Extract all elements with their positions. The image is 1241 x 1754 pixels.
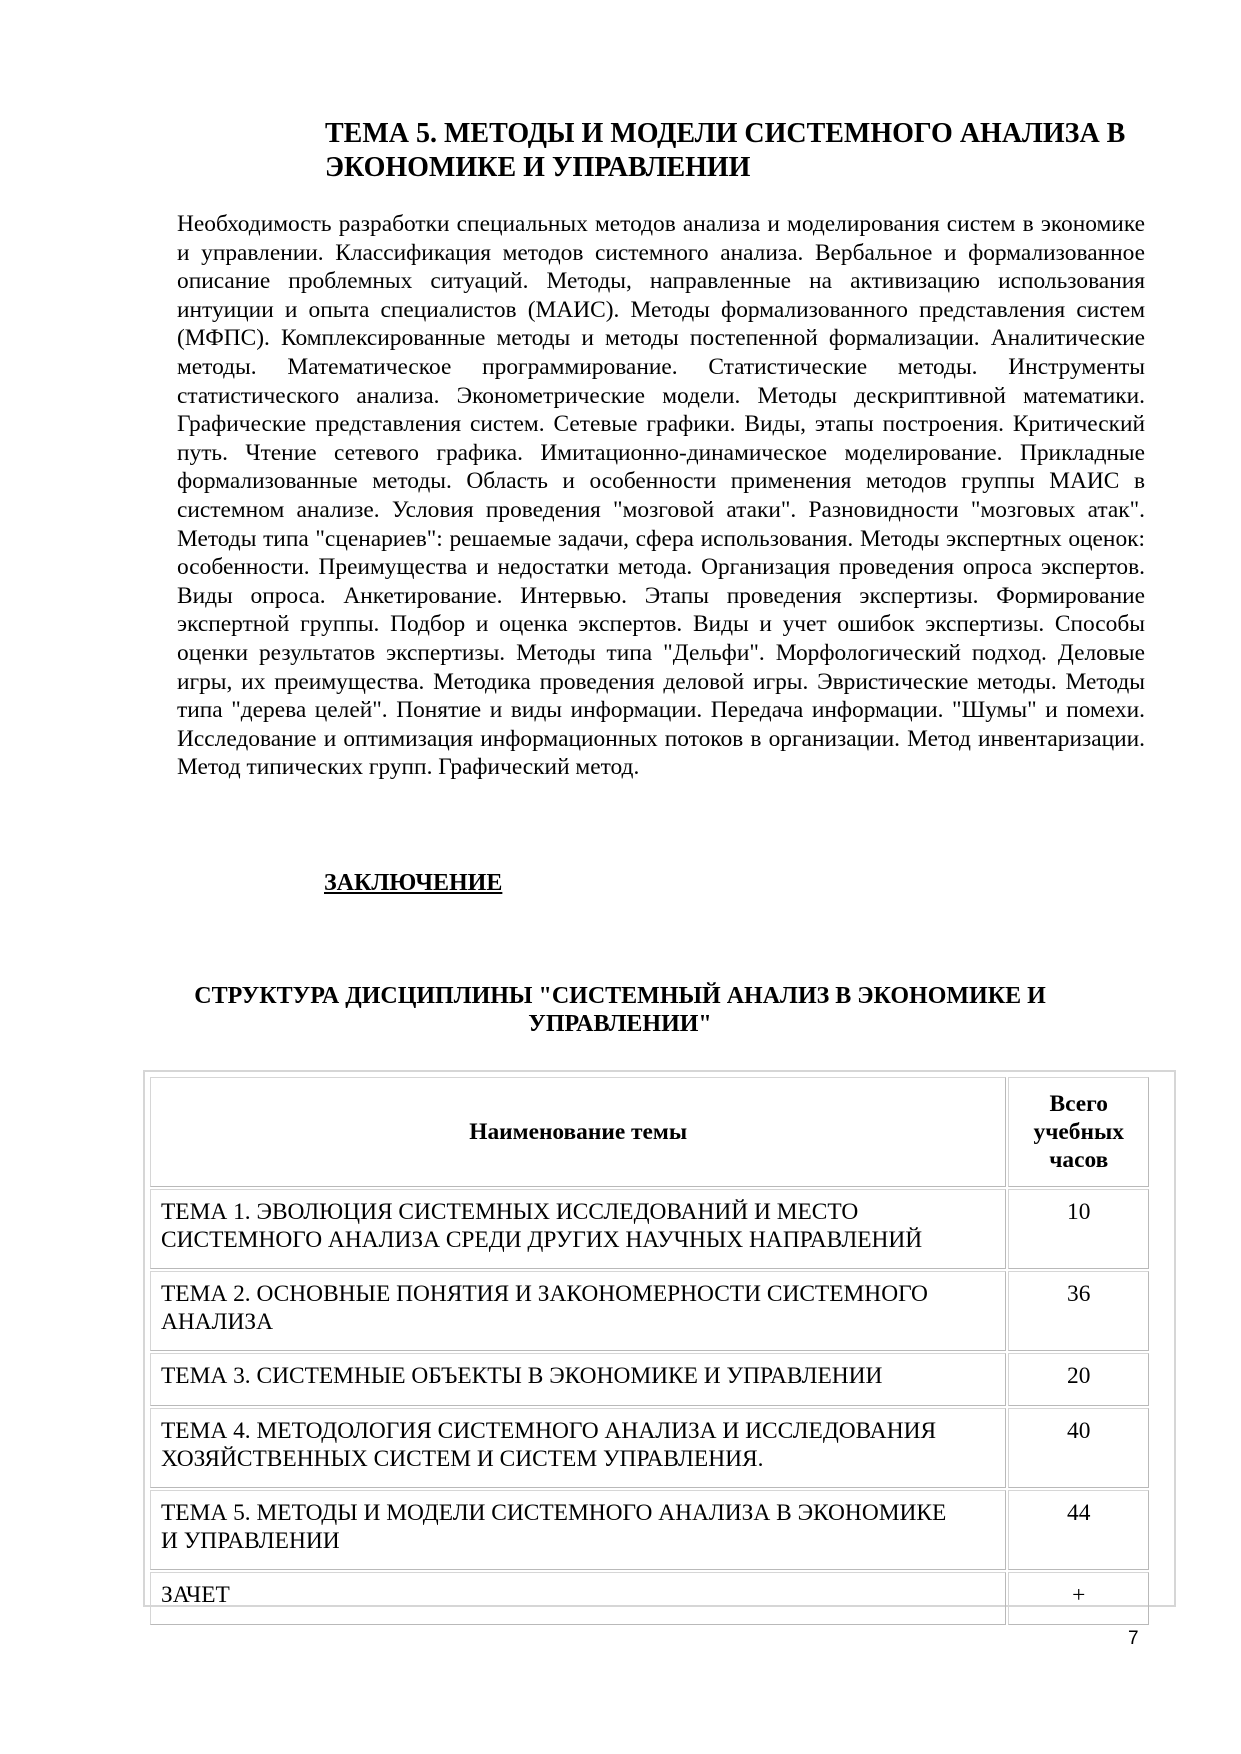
topic-name-line: ЗАЧЕТ [161,1582,230,1608]
structure-title-line: СТРУКТУРА ДИСЦИПЛИНЫ "СИСТЕМНЫЙ АНАЛИЗ В ЭКОНОМИКЕ И [194,983,1046,1009]
topic-name-line: ТЕМА 2. ОСНОВНЫЕ ПОНЯТИЯ И ЗАКОНОМЕРНОСТИ СИСТЕМНОГО [161,1281,928,1307]
topic-name-line: ТЕМА 5. МЕТОДЫ И МОДЕЛИ СИСТЕМНОГО АНАЛИЗА В ЭКОНОМИКЕ [161,1500,947,1526]
topic-hours-cell: + [1008,1572,1149,1625]
header-hours-line: часов [1049,1147,1109,1173]
topic-name-cell [150,1572,1006,1625]
table-row [150,1271,1149,1351]
table-row [150,1408,1149,1488]
table-row [150,1353,1149,1406]
topic-name-cell [150,1490,1006,1570]
header-hours-line: Всего [1049,1091,1108,1117]
table-row [150,1189,1149,1269]
topic-name-line: ТЕМА 4. МЕТОДОЛОГИЯ СИСТЕМНОГО АНАЛИЗА И ИССЛЕДОВАНИЯ [161,1418,937,1444]
topic-hours-cell: 10 [1008,1189,1149,1269]
table-row [150,1490,1149,1570]
topic-hours-cell: 20 [1008,1353,1149,1406]
topic-heading: ТЕМА 5. МЕТОДЫ И МОДЕЛИ СИСТЕМНОГО АНАЛИЗА В ЭКОНОМИКЕ И УПРАВЛЕНИИ [325,118,1126,183]
structure-table-frame [143,1070,1176,1607]
topic-hours-cell: 36 [1008,1271,1149,1351]
table-row [150,1572,1149,1625]
topic-name-line: ТЕМА 3. СИСТЕМНЫЕ ОБЪЕКТЫ В ЭКОНОМИКЕ И УПРАВЛЕНИИ [161,1363,883,1389]
topic-description: Необходимость разработки специальных методов анализа и моделирования систем в экономике и управлении. Классификация методов системного анализа. Вербальное и формализованное описание проблемных ситуаций. Методы, направленные на активизацию использования интуиции и опыта специалистов (МАИС). Методы формализованного представления систем (МФПС). Комплексированные методы и методы постепенной формализации. Аналитические методы. Математическое программирование. Статистические методы. Инструменты статистического анализа. Эконометрические модели. Методы дескриптивной математики. Графические представления систем. Сетевые графики. Виды, этапы построения. Критический путь. Чтение сетевого графика. Имитационно-динамическое моделирование. Прикладные формализованные методы. Область и особенности применения методов группы МАИС в системном анализе. Условия проведения "мозговой атаки". Разновидности "мозговых атак". Методы типа "сценариев": решаемые задачи, сфера использования. Методы экспертных оценок: особенности. Преимущества и недостатки метода. Организация проведения опроса экспертов. Виды опроса. Анкетирование. Интервью. Этапы проведения экспертизы. Формирование экспертной группы. Подбор и оценка экспертов. Виды и учет ошибок экспертизы. Способы оценки результатов экспертизы. Методы типа "Дельфи". Морфологический подход. Деловые игры, их преимущества. Методика проведения деловой игры. Эвристические методы. Методы типа "дерева целей". Понятие и виды информации. Передача информации. "Шумы" и помехи. Исследование и оптимизация информационных потоков в организации. Метод инвентаризации. Метод типических групп. Графический метод. [177,211,1145,781]
topic-name-cell [150,1189,1006,1269]
page-number: 7 [1128,1628,1139,1649]
topic-name-line: И УПРАВЛЕНИИ [161,1528,340,1554]
conclusion-link[interactable]: ЗАКЛЮЧЕНИЕ [324,870,503,896]
structure-title [150,982,1090,1038]
topic-name-line: ХОЗЯЙСТВЕННЫХ СИСТЕМ И СИСТЕМ УПРАВЛЕНИЯ. [161,1446,764,1472]
topic-name-cell [150,1271,1006,1351]
topic-hours-cell: 40 [1008,1408,1149,1488]
topic-name-line: АНАЛИЗА [161,1309,274,1335]
structure-table [148,1075,1151,1627]
topic-name-line: ТЕМА 1. ЭВОЛЮЦИЯ СИСТЕМНЫХ ИССЛЕДОВАНИЙ И МЕСТО [161,1199,859,1225]
header-total-hours [1008,1077,1149,1187]
topic-name-cell [150,1408,1006,1488]
header-hours-line: учебных [1033,1119,1124,1145]
header-topic-name: Наименование темы [150,1077,1006,1187]
structure-title-line: УПРАВЛЕНИИ" [528,1011,712,1037]
topic-hours-cell: 44 [1008,1490,1149,1570]
table-header-row [150,1077,1149,1187]
topic-name-line: СИСТЕМНОГО АНАЛИЗА СРЕДИ ДРУГИХ НАУЧНЫХ НАПРАВЛЕНИЙ [161,1227,923,1253]
topic-name-cell [150,1353,1006,1406]
